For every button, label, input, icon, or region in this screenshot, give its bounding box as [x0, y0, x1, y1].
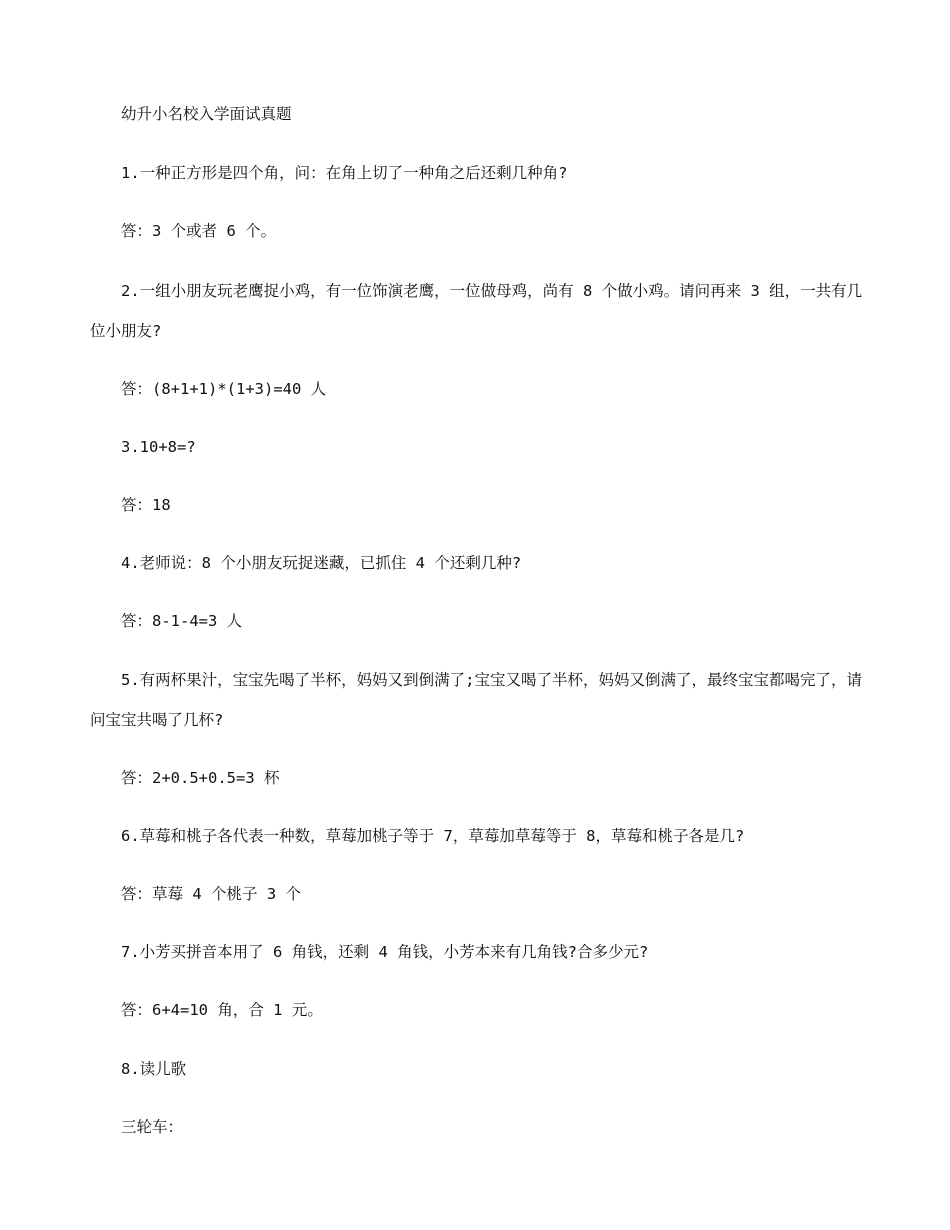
answer-1: 答：3 个或者 6 个。: [121, 222, 277, 240]
question-6: 6.草莓和桃子各代表一种数，草莓加桃子等于 7，草莓加草莓等于 8，草莓和桃子各是几?: [121, 827, 745, 845]
poem-title: 三轮车：: [121, 1118, 184, 1136]
question-8: 8.读儿歌: [121, 1060, 187, 1078]
answer-3: 答：18: [121, 496, 171, 514]
answer-6: 答：草莓 4 个桃子 3 个: [121, 885, 301, 903]
question-2: 2.一组小朋友玩老鹰捉小鸡，有一位饰演老鹰，一位做母鸡，尚有 8 个做小鸡。请问再来 3 组，一共有几位小朋友?: [90, 282, 863, 340]
question-5: 5.有两杯果汁，宝宝先喝了半杯，妈妈又到倒满了;宝宝又喝了半杯，妈妈又倒满了，最终宝宝都喝完了，请问宝宝共喝了几杯?: [90, 671, 862, 729]
question-7: 7.小芳买拼音本用了 6 角钱，还剩 4 角钱，小芳本来有几角钱?合多少元?: [121, 943, 649, 961]
question-4: 4.老师说：8 个小朋友玩捉迷藏，已抓住 4 个还剩几种?: [121, 554, 522, 572]
answer-4: 答：8-1-4=3 人: [121, 612, 243, 630]
question-3: 3.10+8=?: [121, 438, 196, 456]
answer-2: 答：(8+1+1)*(1+3)=40 人: [121, 380, 327, 398]
answer-7: 答：6+4=10 角，合 1 元。: [121, 1001, 323, 1019]
question-1: 1.一种正方形是四个角，问：在角上切了一种角之后还剩几种角?: [121, 164, 568, 182]
answer-5: 答：2+0.5+0.5=3 杯: [121, 769, 280, 787]
document-title: 幼升小名校入学面试真题: [121, 105, 292, 123]
